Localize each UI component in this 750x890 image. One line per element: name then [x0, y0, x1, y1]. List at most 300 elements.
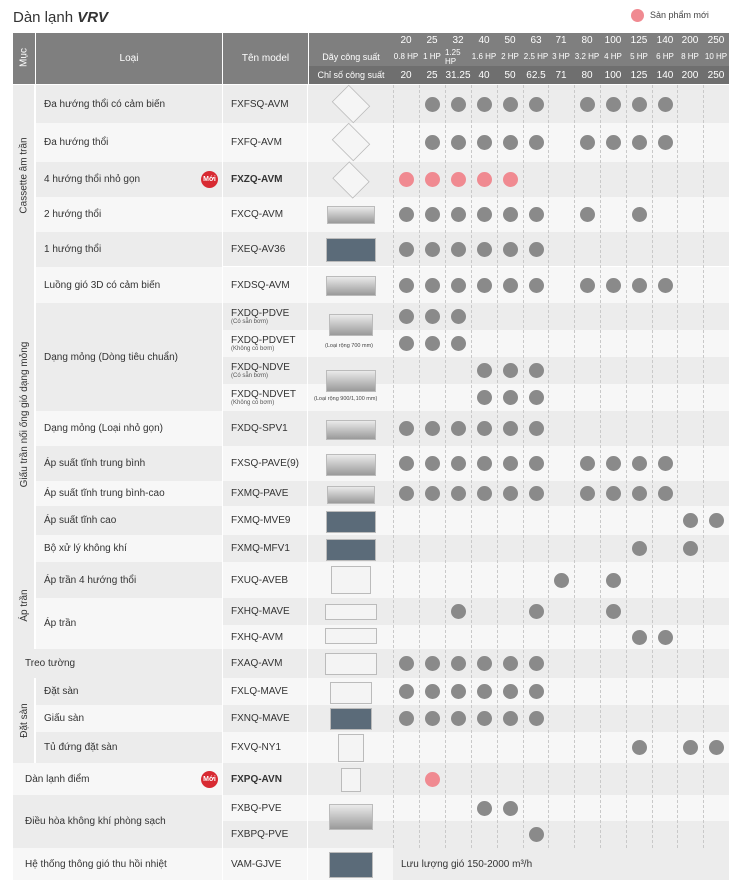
availability-dot: [451, 278, 466, 293]
availability-dot: [529, 242, 544, 257]
availability-dot: [399, 309, 414, 324]
category-label: Giấu trần nối ống gió dạng mỏng: [18, 341, 30, 487]
type-label: 1 hướng thổi: [44, 244, 102, 255]
model-cell: [223, 446, 308, 481]
column-separator: [393, 85, 394, 848]
availability-dot: [529, 97, 544, 112]
availability-dot: [503, 486, 518, 501]
column-separator: [600, 85, 601, 848]
model-name: FXHQ-MAVE: [231, 606, 290, 617]
availability-dot: [554, 573, 569, 588]
model-note: (Không có bơm): [231, 346, 275, 352]
model-name: FXDQ-NDVET: [231, 389, 296, 400]
capacity-index-cell: 20: [393, 66, 419, 84]
availability-dot: [425, 456, 440, 471]
category-label: Áp trần: [18, 588, 30, 622]
availability-dot: [529, 363, 544, 378]
model-cell: [223, 232, 308, 266]
availability-dot: [477, 278, 492, 293]
type-label: Áp suất tĩnh cao: [44, 515, 117, 526]
availability-dot: [425, 684, 440, 699]
model-note: (Có sẵn bơm): [231, 319, 268, 325]
image-caption: (Loại rộng 900/1,100 mm): [314, 396, 378, 402]
concealed-floor-image: [330, 708, 372, 730]
availability-dot: [503, 97, 518, 112]
availability-dot: [606, 486, 621, 501]
availability-dot: [683, 513, 698, 528]
availability-dot: [451, 336, 466, 351]
type-header: Loại: [36, 33, 222, 84]
model-cell: [223, 481, 308, 506]
model-cell: [223, 562, 308, 598]
model-name: FXUQ-AVEB: [231, 574, 289, 586]
type-cell: [36, 232, 222, 267]
model-cell: [223, 625, 308, 649]
availability-dot: [606, 573, 621, 588]
new-availability-dot: [503, 172, 518, 187]
capacity-hp-cell: 2 HP: [497, 47, 523, 66]
availability-dot: [632, 278, 647, 293]
availability-dot: [503, 421, 518, 436]
availability-dot: [529, 421, 544, 436]
clean-room-unit-image: [329, 804, 373, 830]
type-cell: [36, 162, 222, 197]
category-label: Treo tường: [25, 658, 76, 669]
model-cell: [223, 303, 308, 330]
column-separator: [703, 85, 704, 848]
capacity-range-cell: 40: [471, 33, 497, 47]
availability-dot: [399, 421, 414, 436]
capacity-index-header: Chỉ số công suất: [309, 66, 393, 84]
availability-dot: [580, 278, 595, 293]
model-name: FXCQ-AVM: [231, 209, 284, 220]
availability-dot: [529, 135, 544, 150]
availability-dot: [632, 541, 647, 556]
legend: Sản phẩm mới: [650, 10, 709, 20]
capacity-index-cell: 125: [626, 66, 652, 84]
availability-dot: [503, 207, 518, 222]
model-cell: [223, 821, 308, 848]
capacity-hp-cell: 4 HP: [600, 47, 626, 66]
model-name: FXNQ-MAVE: [231, 713, 290, 724]
availability-dot: [503, 711, 518, 726]
type-label: 4 hướng thổi nhỏ gọn: [44, 174, 141, 185]
heat-recovery-image: [329, 852, 373, 878]
availability-dot: [683, 740, 698, 755]
category-label: Dàn lạnh điểm: [25, 773, 90, 785]
model-cell: [223, 848, 308, 880]
capacity-hp-cell: 2.5 HP: [523, 47, 549, 66]
availability-dot: [606, 135, 621, 150]
capacity-range-cell: 50: [497, 33, 523, 47]
availability-dot: [503, 135, 518, 150]
new-badge: Mới: [201, 171, 218, 188]
duct-high-image: [326, 511, 376, 533]
availability-dot: [425, 309, 440, 324]
type-cell: [36, 303, 222, 411]
availability-dot: [399, 242, 414, 257]
capacity-hp-cell: 6 HP: [652, 47, 678, 66]
capacity-index-cell: 71: [548, 66, 574, 84]
availability-dot: [580, 486, 595, 501]
capacity-hp-cell: 3.2 HP: [574, 47, 600, 66]
cassette-1way-image: [326, 238, 376, 262]
capacity-range-cell: 63: [523, 33, 549, 47]
model-cell: [223, 535, 308, 562]
availability-dot: [451, 684, 466, 699]
model-cell: [223, 506, 308, 535]
availability-dot: [529, 390, 544, 405]
type-cell: [36, 267, 222, 303]
availability-dot: [606, 604, 621, 619]
availability-dot: [451, 486, 466, 501]
column-separator: [497, 85, 498, 848]
availability-dot: [529, 604, 544, 619]
capacity-index-cell: 40: [471, 66, 497, 84]
wall-mounted-image: [325, 653, 377, 675]
availability-dot: [451, 456, 466, 471]
model-cell: [223, 267, 308, 303]
category-cell: [13, 848, 222, 880]
capacity-range-cell: 20: [393, 33, 419, 47]
model-name: VAM-GJVE: [231, 858, 282, 870]
availability-dot: [529, 684, 544, 699]
model-cell: [223, 411, 308, 446]
new-badge: Mới: [201, 771, 218, 788]
column-separator: [574, 85, 575, 848]
capacity-range-cell: 100: [600, 33, 626, 47]
availability-dot: [399, 336, 414, 351]
availability-dot: [399, 278, 414, 293]
availability-dot: [477, 456, 492, 471]
availability-dot: [425, 656, 440, 671]
availability-dot: [529, 207, 544, 222]
duct-slim-image: [329, 314, 373, 336]
availability-dot: [658, 278, 673, 293]
model-note: (Có sẵn bơm): [231, 373, 268, 379]
availability-dot: [425, 421, 440, 436]
availability-dot: [658, 630, 673, 645]
model-cell: [223, 678, 308, 705]
model-cell: [223, 162, 308, 197]
model-name: FXMQ-PAVE: [231, 488, 289, 499]
category-cell: [13, 795, 222, 848]
availability-dot: [709, 513, 724, 528]
availability-dot: [451, 656, 466, 671]
availability-dot: [658, 135, 673, 150]
model-name: FXDQ-PDVET: [231, 335, 296, 346]
availability-dot: [477, 207, 492, 222]
column-separator: [523, 85, 524, 848]
type-label: Bộ xử lý không khí: [44, 543, 127, 554]
type-label: Giấu sàn: [44, 713, 85, 724]
capacity-hp-cell: 1.25 HP: [445, 47, 471, 66]
availability-dot: [399, 486, 414, 501]
availability-dot: [399, 207, 414, 222]
model-cell: [223, 705, 308, 732]
category-header-label: Mục: [18, 48, 30, 67]
availability-dot: [632, 97, 647, 112]
type-label: Áp trần: [44, 618, 77, 629]
availability-dot: [529, 278, 544, 293]
model-name: FXDQ-NDVE: [231, 362, 290, 373]
availability-dot: [503, 363, 518, 378]
type-cell: [36, 732, 222, 763]
cassette-2way-image: [327, 206, 375, 224]
column-separator: [677, 85, 678, 848]
type-label: Áp suất tĩnh trung bình-cao: [44, 488, 165, 499]
availability-dot: [632, 630, 647, 645]
model-name: FXEQ-AV36: [231, 243, 286, 255]
capacity-range-cell: 32: [445, 33, 471, 47]
availability-dot: [580, 97, 595, 112]
type-label: Đa hướng thổi có cảm biến: [44, 98, 166, 110]
availability-dot: [632, 486, 647, 501]
capacity-hp-cell: 3 HP: [548, 47, 574, 66]
type-cell: [36, 85, 222, 123]
model-name: FXBPQ-PVE: [231, 829, 289, 840]
availability-dot: [632, 207, 647, 222]
ceiling-suspended-image: [325, 628, 377, 644]
type-label: Áp trần 4 hướng thổi: [44, 574, 137, 586]
model-cell: [223, 197, 308, 232]
category-label: Đặt sàn: [18, 702, 30, 738]
availability-dot: [451, 207, 466, 222]
page-title: Dàn lạnh VRV: [13, 9, 109, 26]
type-label: Đa hướng thổi: [44, 137, 109, 148]
duct-medium-image: [326, 454, 376, 476]
type-cell: [36, 123, 222, 162]
model-cell: [223, 763, 308, 795]
type-cell: [36, 678, 222, 705]
availability-dot: [632, 456, 647, 471]
availability-dot: [503, 656, 518, 671]
availability-dot: [477, 135, 492, 150]
type-cell: [36, 446, 222, 481]
column-separator: [626, 85, 627, 848]
availability-dot: [658, 97, 673, 112]
type-label: Áp suất tĩnh trung bình: [44, 458, 146, 469]
model-cell: [223, 330, 308, 357]
type-cell: [36, 535, 222, 562]
type-cell: [36, 197, 222, 232]
model-cell: [223, 732, 308, 763]
type-label: Tủ đứng đặt sàn: [44, 742, 118, 753]
capacity-header-blank: [309, 33, 393, 47]
availability-dot: [477, 656, 492, 671]
availability-dot: [606, 278, 621, 293]
model-name: FXVQ-NY1: [231, 742, 282, 753]
new-availability-dot: [425, 172, 440, 187]
image-caption: (Loại rộng 700 mm): [325, 343, 373, 349]
availability-dot: [425, 486, 440, 501]
duct-compact-image: [326, 420, 376, 440]
availability-dot: [632, 135, 647, 150]
capacity-range-cell: 25: [419, 33, 445, 47]
capacity-hp-cell: 1.6 HP: [471, 47, 497, 66]
model-name: FXMQ-MVE9: [231, 515, 291, 526]
availability-dot: [606, 456, 621, 471]
capacity-index-cell: 250: [703, 66, 729, 84]
model-cell: [223, 123, 308, 162]
availability-dot: [425, 278, 440, 293]
availability-dot: [399, 711, 414, 726]
availability-dot: [658, 486, 673, 501]
availability-dot: [580, 456, 595, 471]
availability-dot: [503, 684, 518, 699]
capacity-index-cell: 25: [419, 66, 445, 84]
availability-dot: [503, 242, 518, 257]
model-name: FXMQ-MFV1: [231, 543, 290, 554]
availability-dot: [399, 684, 414, 699]
model-header: Tên model: [223, 33, 308, 84]
capacity-index-cell: 140: [652, 66, 678, 84]
model-name: FXHQ-AVM: [231, 631, 284, 643]
model-name: FXZQ-AVM: [231, 174, 283, 185]
availability-dot: [451, 135, 466, 150]
type-label: Luồng gió 3D có cảm biến: [44, 279, 161, 291]
availability-dot: [477, 711, 492, 726]
availability-dot: [477, 684, 492, 699]
model-name: FXDQ-SPV1: [231, 423, 288, 434]
model-name: FXLQ-MAVE: [231, 686, 289, 697]
availability-dot: [477, 486, 492, 501]
airflow-note: Lưu lượng gió 150-2000 m³/h: [393, 848, 729, 880]
new-availability-dot: [425, 772, 440, 787]
capacity-index-cell: 80: [574, 66, 600, 84]
availability-dot: [451, 604, 466, 619]
type-cell: [36, 705, 222, 732]
availability-dot: [683, 541, 698, 556]
availability-dot: [425, 242, 440, 257]
availability-dot: [580, 135, 595, 150]
capacity-hp-cell: 8 HP: [677, 47, 703, 66]
availability-dot: [529, 827, 544, 842]
capacity-range-cell: 80: [574, 33, 600, 47]
availability-dot: [399, 656, 414, 671]
capacity-range-cell: 140: [652, 33, 678, 47]
column-separator: [419, 85, 420, 848]
model-name: FXSQ-PAVE(9): [231, 458, 299, 469]
availability-dot: [632, 740, 647, 755]
capacity-range-cell: 250: [703, 33, 729, 47]
model-name: FXDSQ-AVM: [231, 279, 290, 291]
availability-dot: [477, 242, 492, 257]
availability-dot: [529, 456, 544, 471]
availability-dot: [477, 421, 492, 436]
duct-medium-high-image: [327, 486, 375, 504]
model-cell: [223, 357, 308, 384]
model-cell: [223, 85, 308, 123]
model-name: FXAQ-AVM: [231, 658, 283, 669]
category-label: Điều hòa không khí phòng sạch: [25, 816, 166, 827]
availability-dot: [425, 336, 440, 351]
model-note: (Không có bơm): [231, 400, 275, 406]
availability-dot: [503, 278, 518, 293]
type-cell: [36, 481, 222, 506]
floor-standing-image: [330, 682, 372, 704]
availability-dot: [477, 390, 492, 405]
availability-dot: [451, 711, 466, 726]
capacity-index-cell: 200: [677, 66, 703, 84]
column-separator: [471, 85, 472, 848]
category-cell: [13, 763, 222, 795]
availability-dot: [658, 456, 673, 471]
capacity-hp-cell: 10 HP: [703, 47, 729, 66]
availability-dot: [451, 242, 466, 257]
model-name: FXPQ-AVN: [231, 773, 282, 785]
availability-dot: [399, 456, 414, 471]
model-name: FXDQ-PDVE: [231, 308, 290, 319]
availability-dot: [451, 97, 466, 112]
capacity-index-cell: 31.25: [445, 66, 471, 84]
new-availability-dot: [399, 172, 414, 187]
availability-dot: [477, 97, 492, 112]
availability-dot: [425, 207, 440, 222]
capacity-range-cell: 200: [677, 33, 703, 47]
column-separator: [548, 85, 549, 848]
floor-cabinet-image: [338, 734, 364, 762]
new-availability-dot: [451, 172, 466, 187]
ceiling-suspended-image: [325, 604, 377, 620]
availability-dot: [503, 801, 518, 816]
type-cell: [36, 411, 222, 446]
capacity-index-cell: 100: [600, 66, 626, 84]
capacity-index-cell: 50: [497, 66, 523, 84]
availability-dot: [709, 740, 724, 755]
new-availability-dot: [477, 172, 492, 187]
ceiling-4way-image: [331, 566, 371, 594]
availability-dot: [606, 97, 621, 112]
availability-dot: [477, 363, 492, 378]
availability-dot: [529, 486, 544, 501]
availability-dot: [451, 421, 466, 436]
capacity-hp-cell: 1 HP: [419, 47, 445, 66]
duct-slim-wide-image: [326, 370, 376, 392]
model-cell: [223, 649, 308, 678]
model-name: FXFSQ-AVM: [231, 98, 289, 110]
model-name: FXFQ-AVM: [231, 137, 282, 148]
availability-dot: [503, 390, 518, 405]
column-separator: [445, 85, 446, 848]
availability-dot: [580, 207, 595, 222]
availability-dot: [425, 135, 440, 150]
category-cell: [13, 649, 222, 678]
availability-dot: [425, 97, 440, 112]
type-label: Đặt sàn: [44, 686, 79, 697]
category-label: Cassette âm trần: [18, 137, 30, 214]
column-separator: [652, 85, 653, 848]
type-cell: [36, 598, 222, 649]
duct-unit-image: [326, 276, 376, 296]
capacity-range-header: Dãy công suất: [309, 47, 393, 66]
capacity-range-cell: 125: [626, 33, 652, 47]
availability-dot: [503, 456, 518, 471]
capacity-range-cell: 71: [548, 33, 574, 47]
category-label: Hệ thống thông gió thu hồi nhiệt: [25, 858, 167, 870]
availability-dot: [451, 309, 466, 324]
type-label: Dạng mỏng (Loại nhỏ gọn): [44, 423, 163, 434]
type-label: Dạng mỏng (Dòng tiêu chuẩn): [44, 351, 178, 363]
availability-dot: [425, 711, 440, 726]
availability-dot: [529, 711, 544, 726]
air-handler-image: [326, 539, 376, 561]
capacity-index-cell: 62.5: [523, 66, 549, 84]
model-cell: [223, 795, 308, 821]
type-cell: [36, 562, 222, 598]
availability-dot: [529, 656, 544, 671]
spot-unit-image: [341, 768, 361, 792]
